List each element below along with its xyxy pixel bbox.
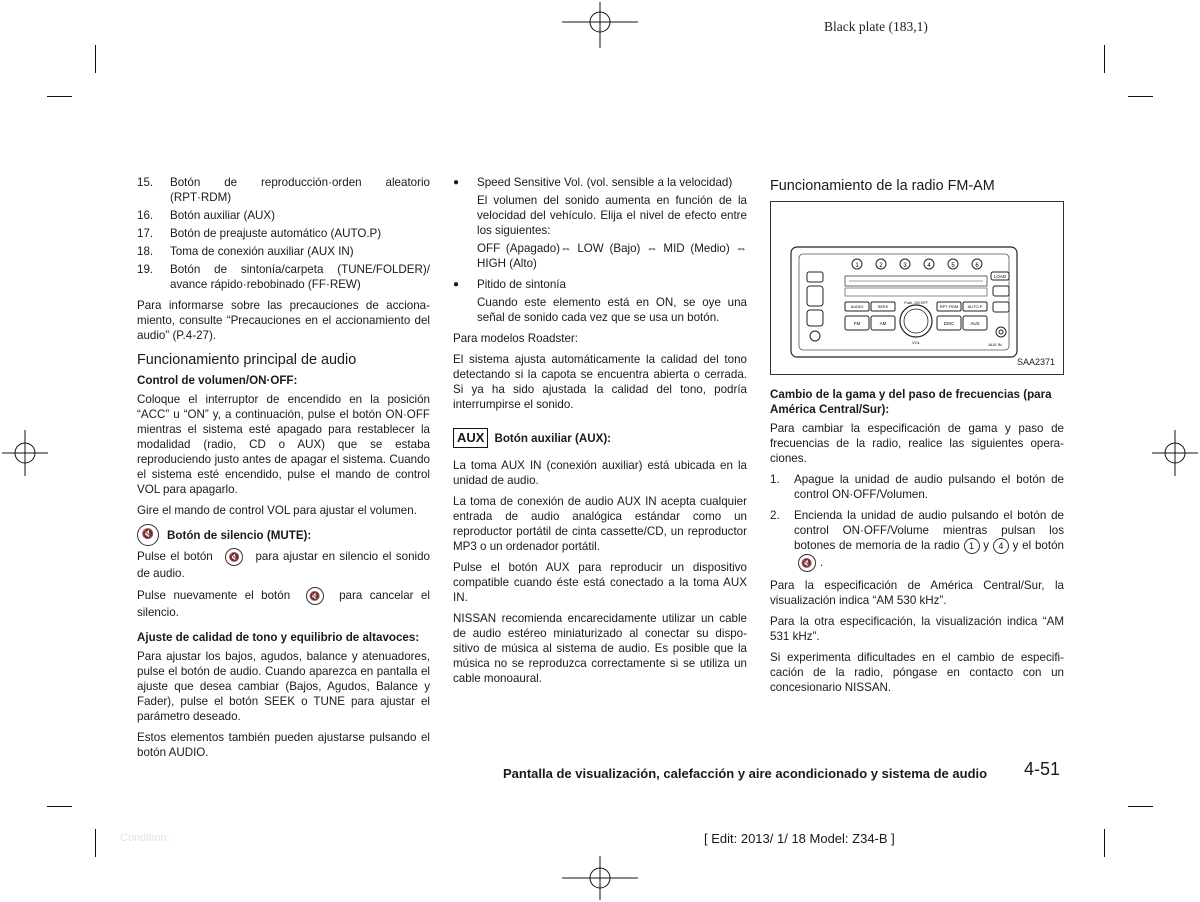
dealer-paragraph: Si experimenta dificultades en el cambio de especifi- cación de la radio, póngase en contacto con un concesionario NISSAN. [770,651,1064,694]
registration-mark-top [562,2,638,48]
list-item: 2. Encienda la unidad de audio pulsando el botón de control ON·OFF/Volume mientras pulsan los botones de memoria de la radio 1 y 4 y el botón 🔇 . [770,508,1064,572]
section-title-audio: Funcionamiento principal de audio [137,352,357,368]
registration-mark-bottom [562,856,638,900]
svg-text:AUDIO: AUDIO [850,304,864,309]
mute-icon: 🔇 [225,548,243,566]
svg-text:VOL: VOL [911,340,921,345]
svg-text:1: 1 [855,263,859,269]
list-item: 15. Botón de reproducción·orden aleatorio (RPT·RDM) [137,176,430,204]
svg-text:DISC: DISC [943,321,955,326]
preset-4-icon: 4 [993,538,1009,554]
edit-info: [ Edit: 2013/ 1/ 18 Model: Z34-B ] [704,831,895,846]
volume-paragraph: Coloque el interruptor de encendido en la posición “ACC” u “ON” y, a continuación, pulse el botón ON·OFF mientras el sistema esté apagado para restablecer la modalidad (radio, CD o AUX) que se estaba reproduciendo justo antes de apagar el sistema. Cuando el sistema esté encendido, pulse el mando de control VOL para apagarlo. [137,393,430,496]
list-item: 16. Botón auxiliar (AUX) [137,209,276,222]
aux-paragraph-3: Pulse el botón AUX para reproducir un dispositivo compatible cuando éste está conectado a la toma AUX IN. [453,561,747,604]
svg-text:Push -ON·OFF: Push -ON·OFF [904,301,928,305]
button-list [137,175,430,292]
svg-text:AUX: AUX [970,321,980,326]
column-middle [453,175,747,692]
aux-heading: AUX Botón auxiliar (AUX): [453,428,747,448]
svg-text:2: 2 [879,263,883,269]
bullet-beep: ● Pitido de sintonía Cuando este elemento está en ON, se oye una señal de sonido cada vez que se usa un botón. [453,277,747,328]
radio-unit-illustration [771,202,1063,374]
bullet-icon: ● [453,177,460,188]
section-title-radio: Funcionamiento de la radio FM-AM [770,178,995,194]
aux-icon: AUX [453,428,488,448]
svg-text:6: 6 [975,263,979,269]
list-item: 1. Apague la unidad de audio pulsando el botón de control ON·OFF/Volumen. [770,473,1064,501]
range-steps [770,472,1064,572]
precautions-paragraph: Para informarse sobre las precauciones de acciona- miento, consulte “Precauciones en el accionamiento del audio” (P.4-27). [137,299,430,342]
preset-1-icon: 1 [964,538,980,554]
mute-icon: 🔇 [306,587,324,605]
volume-paragraph-2: Gire el mando de control VOL para ajustar el volumen. [137,504,417,517]
bullet-icon: ● [453,279,460,290]
svg-text:AM: AM [879,321,887,326]
aux-paragraph-2: La toma de conexión de audio AUX IN acepta cualquier entrada de audio analógica estándar como un reproductor portátil de cinta cassette/CD, un reproductor MP3 o un ordenador portátil. [453,495,747,553]
aux-paragraph-1: La toma AUX IN (conexión auxiliar) está ubicada en la unidad de audio. [453,459,747,487]
am530-paragraph: Para la especificación de América Central/Sur, la visualización indica “AM 530 kHz”. [770,579,1064,607]
mute-icon: 🔇 [798,554,816,572]
svg-text:3: 3 [903,263,907,269]
figure-code: SAA2371 [1016,357,1055,367]
range-paragraph: Para cambiar la especificación de gama y paso de frecuencias de la radio, realice las siguientes opera- ciones. [770,422,1064,465]
radio-figure [770,201,1064,375]
list-item: 19. Botón de sintonía/carpeta (TUNE/FOLDER)/ avance rápido·rebobinado (FF·REW) [137,263,430,291]
tone-heading: Ajuste de calidad de tono y equilibrio de altavoces: [137,631,420,644]
tone-paragraph: Para ajustar los bajos, agudos, balance y atenuadores, pulse el botón de audio. Cuando aparezca en pantalla el ajuste que desea cambiar (Bajos, Agudos, Balance y Fader), pulse el botón SEEK o TUNE para ajustar el parámetro deseado. [137,650,430,723]
tone-paragraph-2: Estos elementos también pueden ajustarse pulsando el botón AUDIO. [137,731,430,759]
column-left [137,175,430,766]
svg-text:RPT·RDM: RPT·RDM [939,304,959,309]
column-right [770,175,1064,701]
registration-mark-right [1152,430,1198,476]
svg-text:AUX IN: AUX IN [988,342,1002,347]
bullet-speed-vol: ● Speed Sensitive Vol. (vol. sensible a la velocidad) El volumen del sonido aumenta en función de la velocidad del vehículo. Elija el nivel de efecto entre los siguientes: OFF (Apagado)⇔ LOW (Bajo) ⇔ MID (Medio) ⇔ HIGH (Alto) [453,175,747,274]
volume-heading: Control de volumen/ON·OFF: [137,374,298,387]
page-number: 4-51 [1024,759,1061,779]
mute-icon: 🔇 [137,524,159,546]
am531-paragraph: Para la otra especificación, la visualización indica “AM 531 kHz”. [770,615,1064,643]
svg-text:FM: FM [853,321,861,326]
list-item: 17. Botón de preajuste automático (AUTO.P) [137,227,382,240]
svg-text:5: 5 [951,263,955,269]
mute-heading: 🔇 Botón de silencio (MUTE): [137,524,430,546]
registration-mark-left [2,430,48,476]
range-heading: Cambio de la gama y del paso de frecuencias (para América Central/Sur): [770,388,1052,416]
condition-label: Condition: [120,832,170,844]
roadster-label: Para modelos Roadster: [453,332,579,345]
aux-paragraph-4: NISSAN recomienda encarecidamente utilizar un cable de audio estéreo miniaturizado al conectar su dispo- sitivo de música al sistema de audio. Es posible que la música no se reproduzca correctamente si se utiliza un cable monoaural. [453,612,747,685]
footer-title: Pantalla de visualización, calefacción y aire acondicionado y sistema de audio [503,766,988,781]
list-item: 18. Toma de conexión auxiliar (AUX IN) [137,245,354,258]
roadster-paragraph: El sistema ajusta automáticamente la calidad del tono detectando si la capota se encuentra abierta o cerrada. Si ya ha sido ajustada la calidad del tono, podría interrumpirse el sonido. [453,353,747,411]
svg-text:4: 4 [927,263,931,269]
mute-paragraph-2: Pulse nuevamente el botón 🔇 para cancelar el silencio. [137,587,430,620]
svg-text:SEEK: SEEK [877,304,889,309]
svg-text:AUTO.P: AUTO.P [967,304,983,309]
svg-text:LOAD: LOAD [993,274,1007,279]
plate-label: Black plate (183,1) [824,19,928,34]
mute-paragraph: Pulse el botón 🔇 para ajustar en silencio el sonido de audio. [137,548,430,581]
